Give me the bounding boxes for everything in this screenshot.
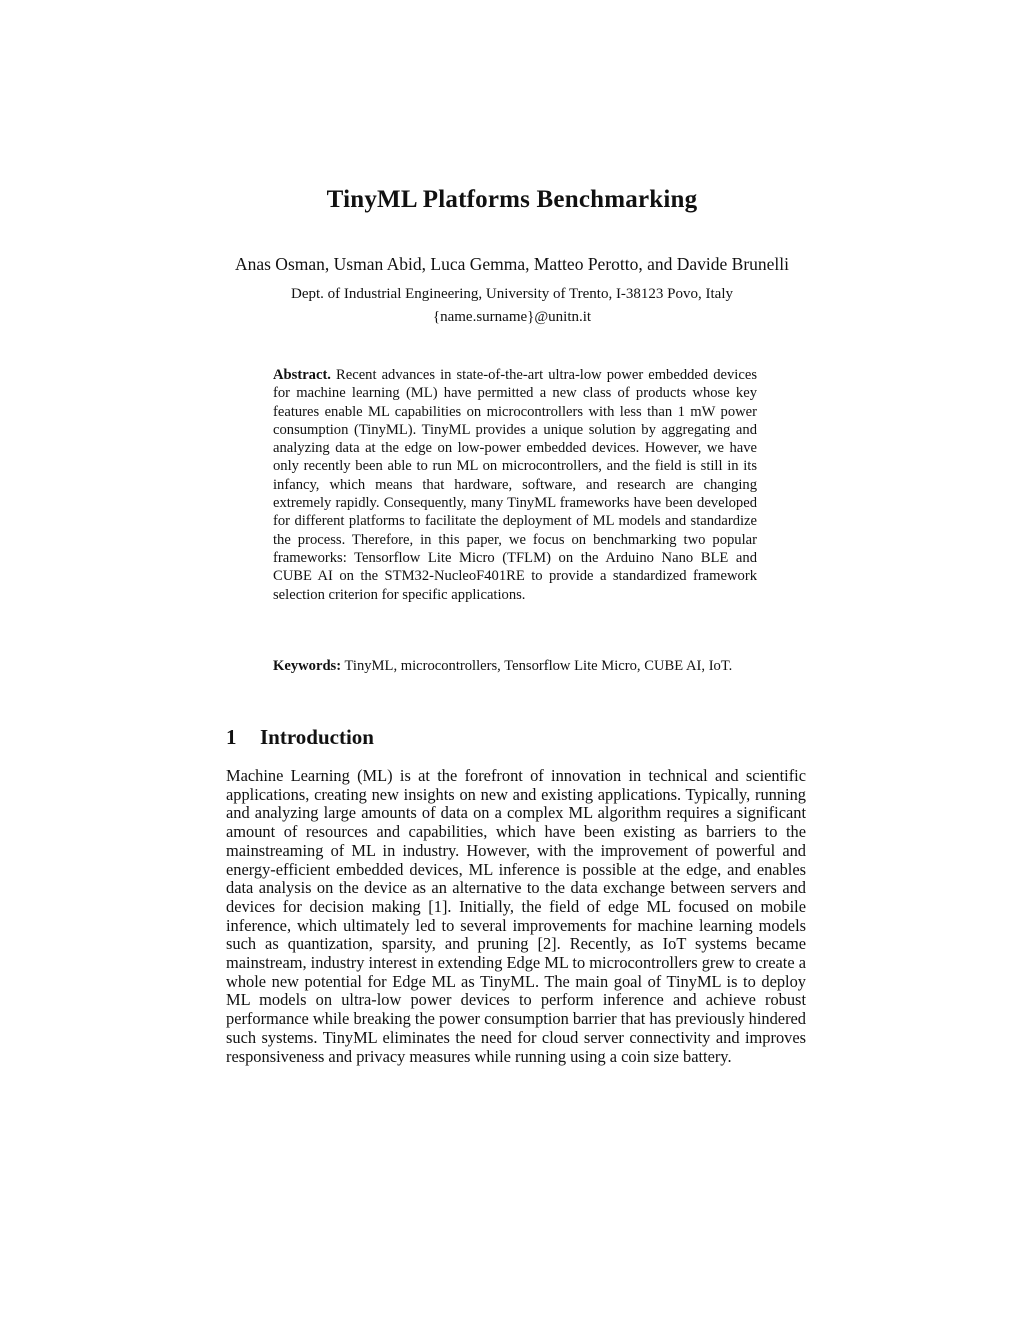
abstract bbox=[273, 366, 757, 604]
introduction-paragraph: Machine Learning (ML) is at the forefront of innovation in technical and scientific applications, creating new insights on new and existing applications. Typically, running and analyzing large amounts of data on a complex ML algorithm requires a significant amount of resources and capabilities, which have been existing as barriers to the mainstreaming of ML in industry. However, with the improvement of powerful and energy-efficient embedded devices, ML inference is possible at the edge, and enables data analysis on the device as an alternative to the data exchange between servers and devices for decision making [1]. Initially, the field of edge ML focused on mobile inference, which ultimately led to several improvements for machine learning models such as quantization, sparsity, and pruning [2]. Recently, as IoT systems became mainstream, industry interest in extending Edge ML to microcontrollers grew to create a whole new potential for Edge ML as TinyML. The main goal of TinyML is to deploy ML models on ultra-low power devices to perform inference and achieve robust performance while breaking the power consumption barrier that has previously hindered such systems. TinyML eliminates the need for cloud server connectivity and improves responsiveness and privacy measures while running using a coin size battery. bbox=[226, 766, 806, 1066]
section-heading-introduction bbox=[226, 725, 374, 750]
paper-title: TinyML Platforms Benchmarking bbox=[326, 186, 698, 213]
author-email: {name.surname}@unitn.it bbox=[432, 309, 592, 325]
keywords bbox=[273, 657, 757, 676]
keywords-label: Keywords: bbox=[273, 658, 342, 674]
section-number: 1 bbox=[226, 725, 237, 749]
abstract-label: Abstract. bbox=[273, 367, 331, 383]
affiliation: Dept. of Industrial Engineering, University of Trento, I-38123 Povo, Italy bbox=[290, 286, 734, 302]
abstract-text: Recent advances in state-of-the-art ultra-low power embedded devices for machine learning (ML) have permitted a new class of products whose key features enable ML capabilities on microcontrollers with less than 1 mW power consumption (TinyML). TinyML provides a unique solution by aggregating and analyzing data at the edge on low-power embedded devices. However, we have only recently been able to run ML on microcontrollers, and the field is still in its infancy, which means that hardware, software, and research are changing extremely rapidly. Consequently, many TinyML frameworks have been developed for different platforms to facilitate the deployment of ML models and standardize the process. Therefore, in this paper, we focus on benchmarking two popular frameworks: Tensorflow Lite Micro (TFLM) on the Arduino Nano BLE and CUBE AI on the STM32-NucleoF401RE to provide a standardized framework selection criterion for specific applications. bbox=[273, 367, 757, 603]
section-title: Introduction bbox=[260, 725, 374, 749]
keywords-text: TinyML, microcontrollers, Tensorflow Lite Micro, CUBE AI, IoT. bbox=[344, 658, 733, 674]
author-list: Anas Osman, Usman Abid, Luca Gemma, Matteo Perotto, and Davide Brunelli bbox=[234, 254, 790, 274]
